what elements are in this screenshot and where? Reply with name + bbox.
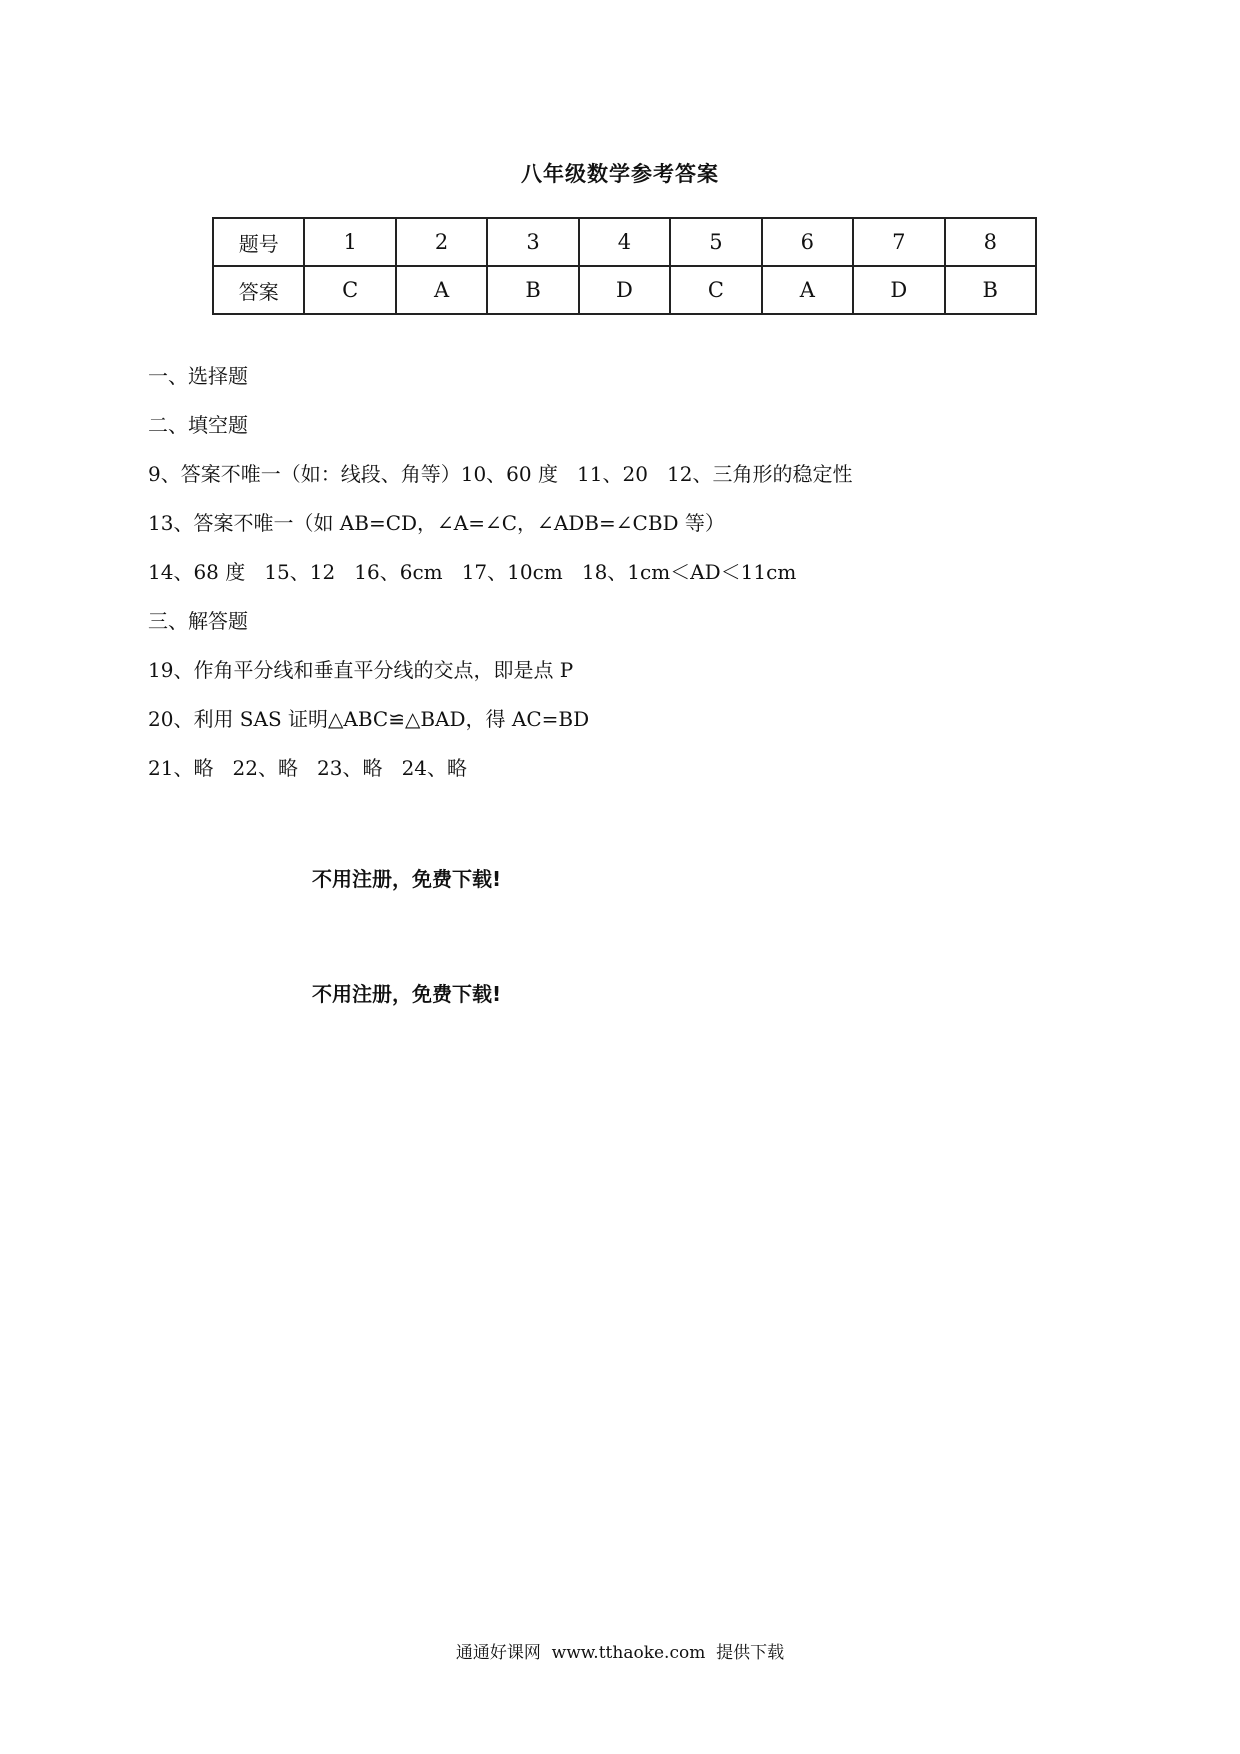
answer-line-20: 20、利用 SAS 证明△ABC≌△BAD，得 AC=BD — [148, 707, 590, 731]
answer-cell: D — [853, 266, 944, 314]
promo-text-second: 不用注册，免费下载! — [312, 982, 502, 1006]
question-number-cell: 1 — [304, 218, 395, 266]
answer-line-21-24: 21、略 22、略 23、略 24、略 — [148, 756, 468, 780]
table-row-answers — [213, 266, 1036, 314]
answer-cell: A — [762, 266, 853, 314]
answer-line-14-18: 14、68 度 15、12 16、6cm 17、10cm 18、1cm＜AD＜11cm — [148, 560, 797, 584]
question-number-cell: 3 — [487, 218, 578, 266]
question-number-header: 题号 — [213, 218, 304, 266]
answer-line-19: 19、作角平分线和垂直平分线的交点，即是点 P — [148, 658, 574, 682]
answer-cell: B — [945, 266, 1037, 314]
answer-cell: D — [579, 266, 670, 314]
page-title: 八年级数学参考答案 — [521, 162, 719, 186]
answer-table — [212, 217, 1037, 315]
question-number-cell: 4 — [579, 218, 670, 266]
promo-text-first: 不用注册，免费下载! — [312, 867, 502, 891]
answer-line-9-12: 9、答案不唯一（如：线段、角等）10、60 度 11、20 12、三角形的稳定性 — [148, 462, 853, 486]
section-heading-choice: 一、选择题 — [148, 364, 248, 388]
section-heading-solve: 三、解答题 — [148, 609, 248, 633]
question-number-cell: 8 — [945, 218, 1037, 266]
question-number-cell: 2 — [396, 218, 487, 266]
answer-cell: C — [670, 266, 761, 314]
table-row-numbers — [213, 218, 1036, 266]
answer-line-13: 13、答案不唯一（如 AB=CD，∠A=∠C，∠ADB=∠CBD 等） — [148, 511, 725, 535]
answer-cell: A — [396, 266, 487, 314]
footer-credit: 通通好课网 www.tthaoke.com 提供下载 — [455, 1643, 785, 1663]
question-number-cell: 7 — [853, 218, 944, 266]
question-number-cell: 6 — [762, 218, 853, 266]
question-number-cell: 5 — [670, 218, 761, 266]
answer-cell: B — [487, 266, 578, 314]
answer-cell: C — [304, 266, 395, 314]
answer-header: 答案 — [213, 266, 304, 314]
section-heading-fill: 二、填空题 — [148, 413, 248, 437]
